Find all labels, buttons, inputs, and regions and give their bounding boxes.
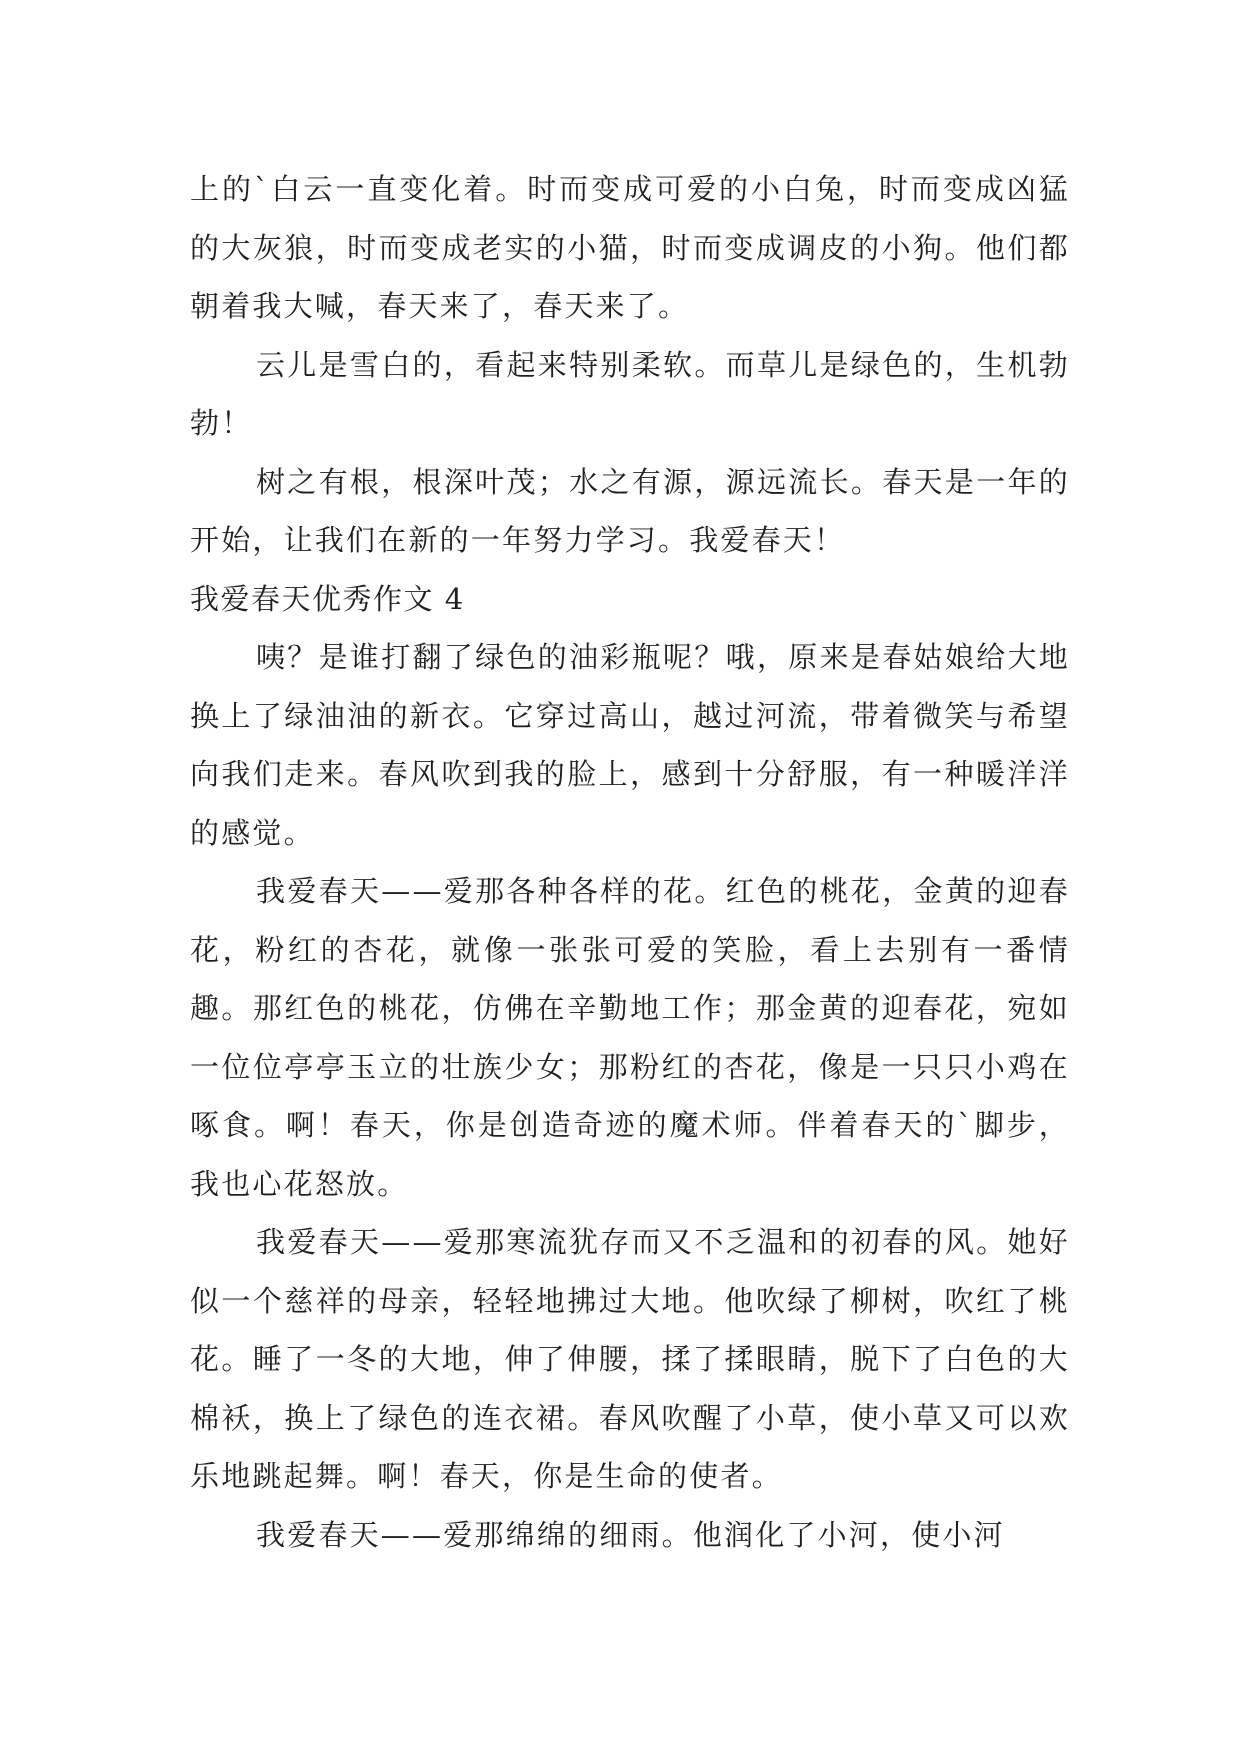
paragraph-1: 上的`白云一直变化着。时而变成可爱的小白兔，时而变成凶猛的大灰狼，时而变成老实的小猫，时而变成调皮的小狗。他们都朝着我大喊，春天来了，春天来了。	[190, 172, 1070, 323]
paragraph-6: 我爱春天——爱那寒流犹存而又不乏温和的初春的风。她好似一个慈祥的母亲，轻轻地拂过大地。他吹绿了柳树，吹红了桃花。睡了一冬的大地，伸了伸腰，揉了揉眼睛，脱下了白色的大棉袄，换上了绿色的连衣裙。春风吹醒了小草，使小草又可以欢乐地跳起舞。啊！春天，你是生命的使者。	[190, 1225, 1070, 1493]
document-page	[190, 160, 1070, 1564]
paragraph-2: 云儿是雪白的，看起来特别柔软。而草儿是绿色的，生机勃勃！	[190, 347, 1070, 440]
essay-heading: 我爱春天优秀作文 4	[190, 581, 465, 616]
paragraph-5: 我爱春天——爱那各种各样的花。红色的桃花，金黄的迎春花，粉红的杏花，就像一张张可爱的笑脸，看上去别有一番情趣。那红色的桃花，仿佛在辛勤地工作；那金黄的迎春花，宛如一位位亭亭玉立的壮族少女；那粉红的杏花，像是一只只小鸡在啄食。啊！春天，你是创造奇迹的魔术师。伴着春天的`脚步，我也心花怒放。	[190, 874, 1070, 1201]
paragraph-3: 树之有根，根深叶茂；水之有源，源远流长。春天是一年的开始，让我们在新的一年努力学习。我爱春天！	[190, 464, 1070, 557]
paragraph-4: 咦？是谁打翻了绿色的油彩瓶呢？哦，原来是春姑娘给大地换上了绿油油的新衣。它穿过高山，越过河流，带着微笑与希望向我们走来。春风吹到我的脸上，感到十分舒服，有一种暖洋洋的感觉。	[190, 640, 1070, 850]
paragraph-7: 我爱春天——爱那绵绵的细雨。他润化了小河，使小河	[256, 1517, 1005, 1552]
